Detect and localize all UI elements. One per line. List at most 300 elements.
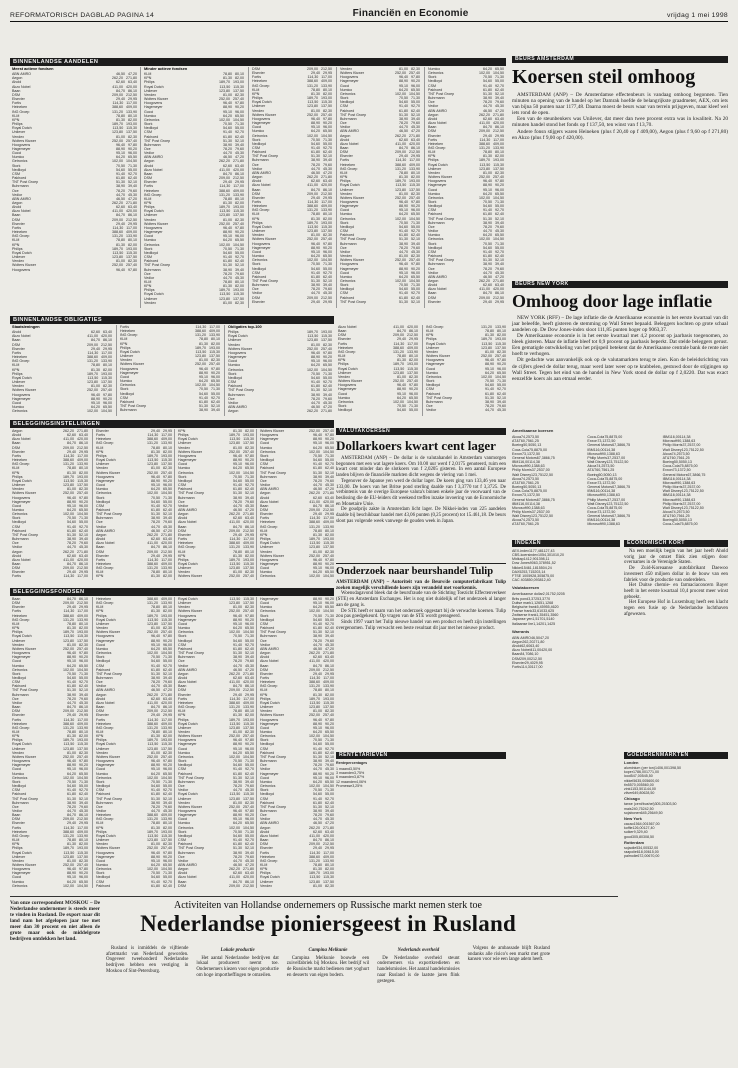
row-label: Gucci <box>144 109 154 114</box>
row-value: 29,40 <box>67 713 76 718</box>
row-label: Philip Morris <box>587 497 608 502</box>
row-value: 82,00 <box>409 358 418 363</box>
row-value: 45,30 <box>411 125 420 130</box>
row-value: 75,88 <box>528 489 538 494</box>
row-value: 212,50 <box>323 842 334 847</box>
row-value: 82,00 <box>79 470 88 475</box>
row-label: koper <box>624 770 633 775</box>
row-value: 189,70 <box>393 362 404 367</box>
row-value: 114,30 <box>520 664 532 669</box>
row-value: 51,30 <box>399 112 408 117</box>
row-value: 113,50 <box>147 458 159 463</box>
row-label: Buhrmann <box>12 184 29 189</box>
row-value: 420,00 <box>321 183 332 188</box>
row-value: 212,50 <box>321 295 332 300</box>
row-label: ING Groep <box>96 725 114 730</box>
row-label: TNT Post Groep <box>96 671 123 676</box>
row-value: 82,30 <box>245 605 254 610</box>
row-value: 91,40 <box>223 255 232 260</box>
row-label: IBM <box>512 460 519 465</box>
row-value: 29,40 <box>233 692 242 697</box>
row-label: DSM <box>178 688 186 693</box>
row-value: 64,20 <box>311 129 320 134</box>
row-value: 9,40 <box>640 830 648 835</box>
row-value: 123,80 <box>219 296 230 301</box>
row-label: Pakhoed <box>96 883 111 888</box>
row-value: 137,50 <box>243 566 254 571</box>
row-value: 73,50 <box>530 435 539 440</box>
row-value: 82,30 <box>411 191 420 196</box>
row-label: DSM <box>12 709 20 714</box>
row-value: 133,90 <box>77 462 88 467</box>
row-value: 252,00 <box>309 553 320 558</box>
row-value: 117,00 <box>126 225 137 230</box>
row-label: Nedlloyd <box>12 675 26 680</box>
row-label: Vedior <box>12 700 23 705</box>
row-label: Gucci <box>178 621 188 626</box>
row-label: Boeing <box>512 443 524 448</box>
row-value: 54,60 <box>223 126 232 131</box>
row-label: Heineken <box>96 437 112 442</box>
row-label: Nedlloyd <box>96 875 110 880</box>
row-label: Royal Dutch <box>12 375 32 380</box>
row-value: 62,40 <box>245 646 254 651</box>
row-value: 82,30 <box>79 750 88 755</box>
row-value: 189,70 <box>309 537 320 542</box>
row-value: 71,30 <box>245 829 254 834</box>
row-value: 54,60 <box>313 792 322 797</box>
row-value: 252,00 <box>229 574 240 579</box>
row-label: Unilever <box>12 854 26 859</box>
row-label: TNT Post Groep <box>428 258 455 263</box>
row-value: 104,50 <box>407 399 418 404</box>
row-value: 84,70 <box>91 338 100 343</box>
row-value: 47,20 <box>245 507 254 512</box>
row-value: 5560,00 <box>640 782 654 787</box>
row-value: 193,00 <box>77 846 88 851</box>
row-value: 65,50 <box>325 605 334 610</box>
row-value: 78,20 <box>233 499 242 504</box>
row-value: 71,30 <box>325 453 334 458</box>
row-value: 70,50 <box>67 516 76 521</box>
row-label: Unilever <box>428 166 442 171</box>
row-value: 257,40 <box>321 112 332 117</box>
indexen-block <box>512 540 620 669</box>
row-value: 78,80 <box>91 363 100 368</box>
row-value: 115,30 <box>323 700 334 705</box>
row-value: 137,50 <box>243 601 254 606</box>
row-value: 37,00 <box>616 455 626 460</box>
row-value: 137,50 <box>233 213 244 218</box>
row-value: 45,30 <box>495 104 504 109</box>
row-value: 70,50 <box>313 453 322 458</box>
row-label: Heineken <box>338 345 354 350</box>
row-label: Microsoft <box>662 439 678 444</box>
row-value: 29,95 <box>245 532 254 537</box>
row-value: 81,30 <box>151 734 160 739</box>
row-label: Fortis <box>144 184 153 189</box>
row-value: 84,70 <box>116 213 125 218</box>
row-label: TNT Post Groep <box>260 804 287 809</box>
row-label: Buhrmann <box>96 800 113 805</box>
row-value: 54,60 <box>399 224 408 229</box>
row-label: Wolters Kluwer <box>120 362 145 367</box>
row-label: Vedior <box>252 291 263 296</box>
row-value: 123,80 <box>195 354 206 359</box>
row-value: 5203,14 <box>532 569 546 574</box>
row-value: 411,00 <box>530 648 542 653</box>
row-value: 95,10 <box>399 208 408 213</box>
row-label: Philips <box>340 179 351 184</box>
row-value: 113,50 <box>393 366 405 371</box>
row-value: 64,20 <box>223 113 232 118</box>
row-value: 1144,00 <box>643 786 656 791</box>
row-value: 78,80 <box>116 238 125 243</box>
row-value: 70,50 <box>399 220 408 225</box>
row-label: Exxon <box>512 493 522 498</box>
row-value: 62,40 <box>495 212 504 217</box>
row-value: 114,38 <box>604 518 616 523</box>
row-value: 114,30 <box>63 453 75 458</box>
row-value: 45,30 <box>245 788 254 793</box>
row-value: 91,40 <box>233 642 242 647</box>
row-value: 3,75% <box>353 771 365 776</box>
rentetarieven <box>336 752 506 788</box>
row-value: 70,50 <box>116 163 125 168</box>
row-value: 90,20 <box>163 638 172 643</box>
row-value: 44,70 <box>399 125 408 130</box>
row-value: 47,20 <box>245 667 254 672</box>
row-value: 61,80 <box>313 626 322 631</box>
row-value: 113,50 <box>112 250 124 255</box>
row-label: Vendex <box>96 842 108 847</box>
row-value: 115,30 <box>77 742 88 747</box>
row-label: Philips <box>144 205 155 210</box>
row-value: 95,10 <box>399 83 408 88</box>
row-label: Numico <box>260 605 273 610</box>
row-label: Duitse mark <box>512 600 532 605</box>
row-value: 137,50 <box>409 187 420 192</box>
row-value: 91,40 <box>67 680 76 685</box>
row-value: 104,50 <box>493 71 504 76</box>
row-value: 209,00 <box>219 176 230 181</box>
row-value: 63,40 <box>79 433 88 438</box>
row-label: Royal Dutch <box>12 742 32 747</box>
row-label: DSM <box>96 709 104 714</box>
row-value: 62,60 <box>313 655 322 660</box>
row-value: 55,00 <box>323 266 332 271</box>
row-value: 257,40 <box>323 713 334 718</box>
row-label: Stork <box>428 75 437 80</box>
row-value: 54,60 <box>313 742 322 747</box>
row-label: Vedior <box>12 192 23 197</box>
row-label: Vendex <box>260 883 272 888</box>
row-value: 113,50 <box>307 100 319 105</box>
row-value: 78,80 <box>151 445 160 450</box>
row-label: Hoogovens <box>12 142 31 147</box>
row-value: 388,60 <box>309 680 320 685</box>
row-value: 252,00 <box>63 491 74 496</box>
row-value: 62,60 <box>116 205 125 210</box>
row-value: 38,90 <box>313 759 322 764</box>
row-label: Gucci <box>228 359 238 364</box>
row-value: 38,90 <box>399 241 408 246</box>
row-value: 115,30 <box>323 541 334 546</box>
amerikaanse-koersen <box>512 428 728 538</box>
row-value: 65,50 <box>245 821 254 826</box>
row-label: Philips <box>260 696 271 701</box>
row-value: 96,40 <box>313 557 322 562</box>
row-label: Numico <box>12 771 25 776</box>
row-label: Numico <box>252 254 265 259</box>
row-value: 115,30 <box>243 792 254 797</box>
row-value: 51,30 <box>151 512 160 517</box>
row-label: IBM <box>587 489 594 494</box>
row-value: 262,20 <box>112 201 123 205</box>
row-value: 189,70 <box>307 330 318 335</box>
row-value: 29,40 <box>397 337 406 342</box>
row-value: 82,00 <box>163 449 172 454</box>
tulip-article <box>336 563 506 631</box>
row-value: 38,90 <box>199 408 208 413</box>
row-value: 96,00 <box>79 875 88 880</box>
row-label: Unilever <box>96 746 110 751</box>
row-value: 65,50 <box>325 730 334 734</box>
row-value: 86,10 <box>245 879 254 884</box>
table-row <box>428 300 504 304</box>
row-value: 84,70 <box>233 524 242 529</box>
row-value: 262,20 <box>307 175 318 180</box>
row-value: 305,80 <box>632 834 643 839</box>
row-value: 81,00 <box>313 549 322 554</box>
row-value: 114,30 <box>147 557 159 562</box>
row-label: Elsevier <box>12 570 25 575</box>
row-value: 117,00 <box>323 516 334 521</box>
row-value: 209,00 <box>309 667 320 672</box>
row-value: 80,10 <box>235 196 244 201</box>
row-value: 67,38 <box>612 514 622 519</box>
rusland-column <box>196 946 278 984</box>
row-value: 46,50 <box>233 863 242 867</box>
row-label: Philip Morris <box>587 455 608 460</box>
row-label: Getronics <box>96 491 112 496</box>
row-value: 113,50 <box>307 334 319 339</box>
row-value: 46,50 <box>311 404 320 409</box>
row-value: 29,40 <box>524 660 534 665</box>
row-label: Gucci <box>260 725 270 730</box>
row-label: Oce <box>260 478 267 483</box>
row-label: Wolters Kluwer <box>178 804 203 809</box>
row-value: 29,95 <box>235 180 244 185</box>
row-value: 95,10 <box>311 249 320 254</box>
row-value: 37,25 <box>607 455 617 460</box>
row-label: KPN <box>340 175 348 180</box>
row-label: Hagemeyer <box>426 362 445 367</box>
row-label: Microsoft <box>512 505 527 510</box>
row-label: TNT Post Groep <box>252 278 279 283</box>
row-value: 102,00 <box>63 667 74 672</box>
row-value: 81,00 <box>311 342 320 347</box>
rusland-headline: Nederlandse pioniersgeest in Rusland <box>140 911 516 936</box>
row-value: 96,00 <box>128 151 137 156</box>
row-value: 115,30 <box>126 250 137 255</box>
row-value: 114,38 <box>529 460 540 465</box>
row-label: Hagemeyer <box>96 854 115 859</box>
row-value: 209,00 <box>393 333 404 338</box>
row-value: 92,70 <box>325 796 334 801</box>
row-label: Hoogovens <box>144 225 163 230</box>
row-label: ING Groep <box>12 833 30 838</box>
row-label: KLM <box>12 363 20 368</box>
row-label: Fortis <box>178 537 187 542</box>
row-value: 212,50 <box>321 191 332 196</box>
row-value: 1,1425 <box>544 621 556 626</box>
row-value: 61,80 <box>151 792 160 797</box>
row-value: 123,80 <box>229 441 240 446</box>
row-label: Pakhoed <box>178 487 193 492</box>
row-label: Vedior <box>428 229 439 234</box>
row-value: 104,50 <box>323 784 334 789</box>
row-value: 55,00 <box>128 167 137 172</box>
row-label: 1 maand <box>336 767 350 772</box>
row-value: 61,80 <box>67 528 76 533</box>
row-label: Fortis <box>96 557 105 562</box>
row-label: Boeing <box>587 472 599 477</box>
row-value: 64,20 <box>313 445 322 450</box>
row-value: 114,38 <box>679 476 691 481</box>
row-value: 78,20 <box>233 784 242 789</box>
row-value: 271,80 <box>126 76 137 81</box>
row-value: 90,13 <box>526 464 536 469</box>
row-value: 252,00 <box>112 263 123 268</box>
row-value: 29,40 <box>313 512 322 517</box>
row-value: 117,00 <box>161 557 172 562</box>
row-label: Heineken <box>12 458 28 463</box>
row-value: 15461,18 <box>521 565 537 570</box>
row-label: Numico <box>340 87 353 92</box>
row-value: 29,40 <box>116 97 125 102</box>
row-value: 409,00 <box>323 854 334 859</box>
row-value: 91,40 <box>67 524 76 529</box>
row-value: 90,20 <box>211 370 220 375</box>
row-value: 88,63 <box>535 505 545 510</box>
row-value: 262,20 <box>63 549 74 554</box>
row-value: 78,20 <box>483 266 492 271</box>
row-value: 271,80 <box>161 692 172 697</box>
row-value: 80,10 <box>495 150 504 155</box>
row-label: Gucci <box>252 249 262 254</box>
row-label: Coca-Cola <box>587 505 605 510</box>
row-label: Philips <box>12 371 23 376</box>
row-label: Oce <box>426 403 433 408</box>
row-label: Numico <box>12 404 25 409</box>
row-value: 193,00 <box>233 80 244 85</box>
row-value: 81,00 <box>151 626 160 631</box>
row-value: 73,50 <box>680 451 690 456</box>
row-label: Nedlloyd <box>12 520 26 525</box>
row-label: Pakhoed <box>96 507 111 512</box>
row-label: Hoogovens <box>228 350 247 355</box>
row-value: 86,10 <box>325 503 334 508</box>
row-label: Philips <box>96 829 107 834</box>
row-value: 102,00 <box>395 216 406 221</box>
row-value: 252,00 <box>147 846 158 851</box>
row-label: Aegon <box>96 532 107 537</box>
row-value: 37,25 <box>607 497 617 502</box>
row-label: tarwe (cent/bushel) <box>624 802 655 807</box>
row-value: 92,70 <box>325 621 334 626</box>
row-label: Oce <box>252 162 259 167</box>
row-label: CSM <box>12 788 20 793</box>
row-value: 75,00 <box>537 447 547 452</box>
table-row <box>12 409 112 413</box>
row-label: Heineken <box>252 204 268 209</box>
row-value: 71,30 <box>163 779 172 784</box>
row-label: Nedlloyd <box>260 458 274 463</box>
row-value: 90,13 <box>601 451 611 456</box>
row-value: 81,00 <box>233 800 242 805</box>
row-value: 117,00 <box>77 574 88 579</box>
row-value: 55,00 <box>495 204 504 209</box>
row-value: 62,60 <box>151 696 160 701</box>
row-label: KLM <box>120 337 128 342</box>
row-value: 44,70 <box>233 788 242 793</box>
row-value: 62,40 <box>245 487 254 492</box>
row-label: Wolters Kluwer <box>12 491 37 496</box>
row-label: Nedlloyd <box>228 375 242 380</box>
table-row <box>178 574 254 578</box>
row-label: Hoogovens <box>260 717 279 722</box>
row-label: ABN AMRO <box>252 170 271 175</box>
row-value: 29,95 <box>411 154 420 159</box>
row-value: 39,40 <box>495 220 504 225</box>
row-value: 64,20 <box>311 254 320 259</box>
row-label: Hagemeyer <box>178 458 197 463</box>
row-value: 44,70 <box>223 275 232 280</box>
row-label: Ahold <box>12 330 22 335</box>
row-label: Heineken <box>120 329 136 334</box>
row-value: 113,50 <box>309 875 321 880</box>
row-value: 388,60 <box>229 700 240 705</box>
row-value: 70,50 <box>483 75 492 80</box>
row-value: 189,70 <box>112 246 123 251</box>
row-value: 39,40 <box>235 142 244 147</box>
row-label: KLM <box>260 528 268 533</box>
row-value: 81,00 <box>313 709 322 714</box>
row-value: 117,00 <box>321 200 332 204</box>
row-label: Unilever <box>178 566 192 571</box>
row-label: IBM <box>662 493 670 498</box>
row-label: Oce <box>96 804 103 809</box>
row-value: 65,50 <box>495 233 504 238</box>
row-label: Nedlloyd <box>252 266 266 271</box>
row-value: 38,90 <box>483 220 492 225</box>
row-value: 133,90 <box>77 725 88 730</box>
row-value: 102,00 <box>147 491 158 496</box>
row-value: 55,00 <box>325 742 334 747</box>
row-label: AEX-index <box>512 549 529 553</box>
row-label: Heineken <box>260 680 276 685</box>
row-value: 62,60 <box>483 116 492 121</box>
row-value: 271,80 <box>77 429 88 433</box>
row-label: Royal Dutch <box>144 209 164 214</box>
row-value: 9063,37 <box>529 561 543 566</box>
row-value: 79,60 <box>325 763 334 768</box>
row-value: 52,10 <box>325 630 334 635</box>
row-value: 411,00 <box>229 680 240 685</box>
row-value: 82,00 <box>235 76 244 81</box>
row-label: Unilever <box>340 187 354 192</box>
